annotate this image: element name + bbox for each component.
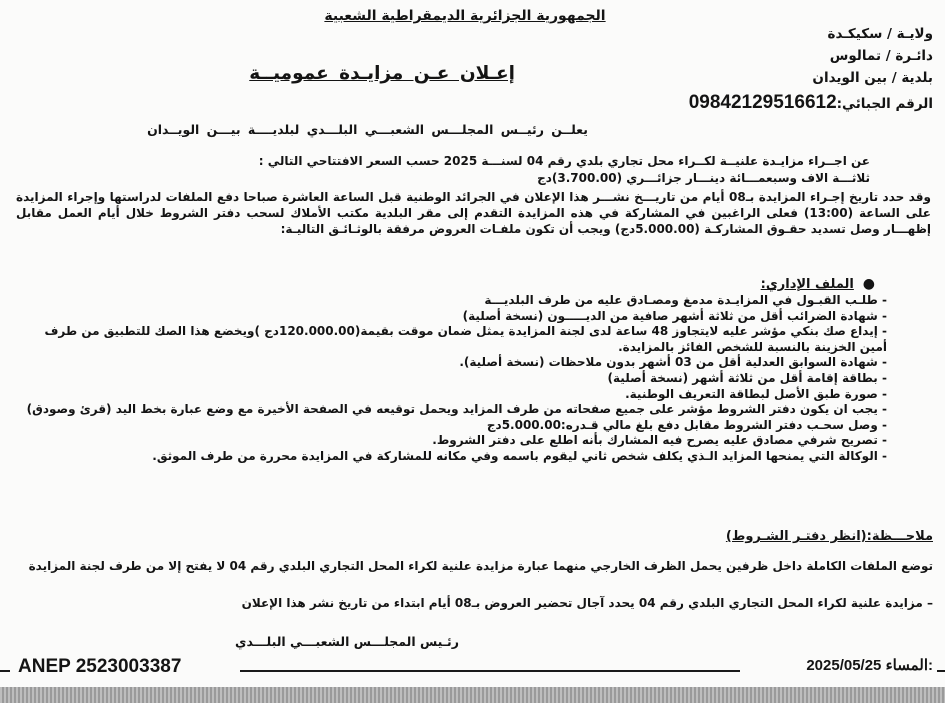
conditions-paragraph: وقد حدد تاريخ إجـراء المزايدة بـ08 أيام من تاريـــخ نشـــر هذا الإعلان في الجرائد الوطنية قبل الساعة العاشرة صباحا دفع الملفات لدراستها وإجراء المزايدة على الساعة (13:00) فعلى الراغبين في المشاركة في هذه المزايدة التقدم إلى مقر البلدية مكتب الأملاك لسحب دفتر الشروط خلال أيام العمل مقابل إظهـــار وصل تسديد حقـوق المشاركـة (5.000.00دج) ويجب أن تكون ملفـات العروض مرفقة بالوثـائـق التاليـة: [16, 190, 932, 236]
document-title: إعـلان عـن مزايـدة عموميــة [249, 63, 515, 84]
admin-file-item: - صورة طبق الأصل لبطاقة التعريف الوطنية. [625, 386, 887, 401]
commune-line: بلدية / بين الويدان [812, 70, 933, 86]
admin-file-item: - شهادة الضرائب أقل من ثلاثة أشهر صافية من الديـــــون (نسخة أصلية) [462, 308, 887, 323]
tax-number: 09842129516612 [688, 92, 837, 113]
tax-label: الرقم الجبائي: [836, 96, 933, 112]
admin-file-item: - الوكالة التي يمنحها المزايد الـذي يكلف شخص ثاني ليقوم باسمه وفي مكانه للمشاركة في المزايدة محررة من طرف الموثق. [152, 448, 887, 463]
dash-marker: - [877, 448, 887, 463]
republic-header: الجمهورية الجزائرية الديمقراطية الشعبية [324, 8, 606, 24]
admin-file-item: - شهادة السوابق العدلية أقل من 03 أشهر بدون ملاحظات (نسخة أصلية). [459, 355, 887, 370]
signature: رئـيس المجلـــس الشعبـــي البلـــدي [235, 634, 459, 649]
dash-marker: - [877, 355, 887, 370]
admin-file-heading [761, 273, 875, 292]
wilaya-line: ولايـة / سكيكـدة [827, 26, 933, 42]
footer-rule-segment [240, 670, 740, 672]
dash-marker: - [877, 417, 887, 432]
intro-line: يعلــن رئيــس المجلـــس الشعبـــي البلـــدي لبلديــــة بيـــن الويــدان [147, 122, 588, 137]
date-value: 2025/05/25 [806, 657, 882, 674]
tax-number-line [689, 92, 933, 114]
dash-marker: - [877, 386, 887, 401]
dash-marker: - [877, 402, 887, 417]
dash-marker: - [877, 293, 887, 307]
admin-file-item: - يجب ان يكون دفتر الشروط مؤشر على جميع صفحاته من طرف المزايد ويحمل توقيعه في الصفحة الأخيرة مع وضع عبارة بخط اليد (قرئ وصودق) [26, 402, 887, 417]
dash-marker: - [877, 324, 887, 339]
date-label: :المساء [885, 657, 933, 674]
admin-file-item: - طلـب القبـول في المزايـدة مدمغ ومصـادق عليه من طرف البلديـــة [484, 293, 887, 307]
opening-price-line: ثلاثـــة الاف وسبعمـــائة دينـــار جزائـــري (3.700.00)دج [537, 171, 870, 185]
note-line-1: توضع الملفات الكاملة داخل ظرفين يحمل الظرف الخارجي منهما عبارة مزايدة علنية لكراء المحل التجاري البلدي رقم 04 لا يفتح إلا من طرف لجنة المزايدة [28, 559, 933, 573]
admin-file-item: - إيداع صك بنكي مؤشر عليه لايتجاوز 48 ساعة لدى لجنة المزايدة يمثل ضمان موقت بقيمة(120.000.00دج )ويخضع هذا الصك للتطبيق من طرف أمين الخزينة بالنسبة للشخص الفائز بالمزايدة. [44, 324, 887, 354]
footer-rule-start [0, 670, 10, 672]
note-title: ملاحـــظة:(انظر دفتـر الشـروط) [725, 529, 933, 544]
dash-marker: - [877, 308, 887, 323]
auction-object-line: عن اجــراء مزايـدة علنيــة لكــراء محل تجاري بلدي رقم 04 لسنـــة 2025 حسب السعر الافتتاحي التالي : [258, 154, 870, 168]
dash-marker: - [877, 370, 887, 385]
daira-line: دائـرة / تمالوس [829, 48, 933, 64]
note-line-2: – مزايدة علنية لكراء المحل التجاري البلدي رقم 04 يحدد آجال تحضير العروض بـ08 أيام ابتداء من تاريخ نشر هذا الإعلان [241, 596, 933, 610]
admin-file-item: - وصل سحـب دفتر الشروط مقابل دفع بلغ مالي قـدره:5.000.00دج [486, 417, 887, 432]
footer-rule-end [937, 670, 945, 672]
admin-file-title: الملف الإداري: [760, 277, 854, 292]
dash-marker: - [877, 433, 887, 448]
bullet-icon: ● [853, 276, 875, 292]
scan-edge [0, 687, 945, 703]
admin-file-item: - تصريح شرفي مصادق عليه يصرح فيه المشارك بأنه اطلع على دفتر الشروط. [432, 433, 887, 448]
anep-reference: ANEP 2523003387 [18, 656, 182, 677]
admin-file-list [14, 293, 887, 465]
publication-date [806, 656, 933, 674]
admin-file-item: - بطاقة إقامة أقل من ثلاثة أشهر (نسخة أصلية) [607, 370, 887, 385]
